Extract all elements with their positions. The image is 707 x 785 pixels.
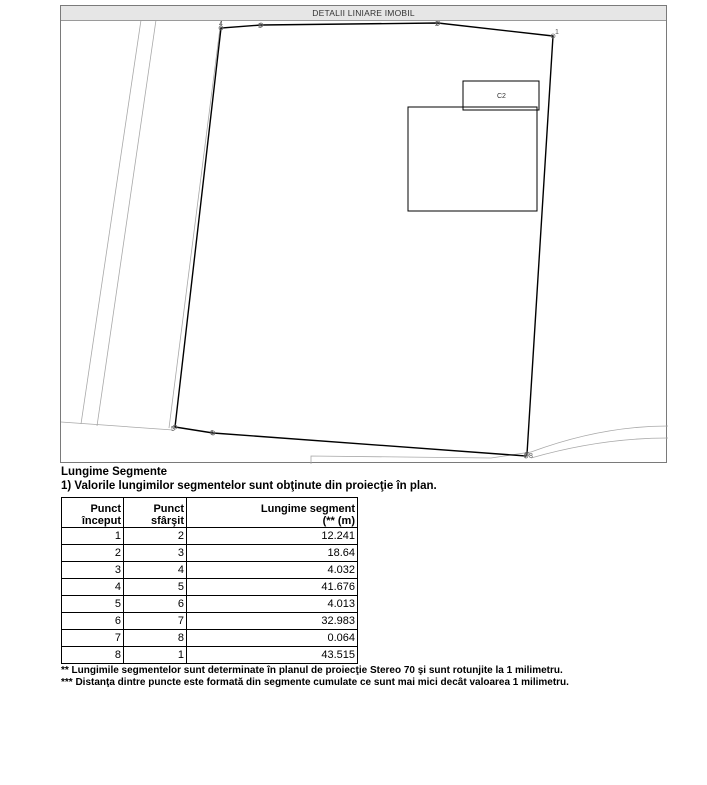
table-row	[62, 630, 358, 647]
footnote-2: *** Distanţa dintre puncte este formată din segmente cumulate ce sunt mai mici decât valoarea 1 milimetru.	[61, 677, 569, 688]
point-label-6: 6	[210, 430, 214, 437]
cell-start-point: 4	[62, 579, 124, 596]
header-start-point	[62, 498, 124, 528]
cell-start-point: 6	[62, 613, 124, 630]
plan-drawing	[60, 5, 667, 463]
cell-end-point: 8	[124, 630, 187, 647]
cell-start-point: 1	[62, 528, 124, 545]
header-start-line2: început	[81, 515, 121, 527]
point-label-1: 1	[555, 29, 559, 36]
vertex-markers	[173, 21, 555, 458]
header-length-line1: Lungime segment	[260, 503, 355, 515]
cell-end-point: 7	[124, 613, 187, 630]
cell-end-point: 3	[124, 545, 187, 562]
segments-title: Lungime Segmente	[61, 466, 168, 478]
cell-end-point: 4	[124, 562, 187, 579]
cell-end-point: 5	[124, 579, 187, 596]
point-label-5: 5	[171, 426, 175, 433]
table-header-row	[62, 498, 358, 528]
parcel-boundary	[175, 23, 553, 456]
table-row	[62, 613, 358, 630]
cadastral-plan	[61, 6, 668, 464]
plan-header: DETALII LINIARE IMOBIL	[61, 6, 666, 21]
segments-note: 1) Valorile lungimilor segmentelor sunt obţinute din proiecţie în plan.	[61, 480, 437, 492]
table-row	[62, 579, 358, 596]
cell-end-point: 6	[124, 596, 187, 613]
table-row	[62, 562, 358, 579]
cell-length: 43.515	[187, 647, 358, 664]
header-end-line2: sfârşit	[150, 515, 184, 527]
cell-start-point: 7	[62, 630, 124, 647]
cell-start-point: 3	[62, 562, 124, 579]
building-c2-label: C2	[497, 93, 506, 100]
table-row	[62, 545, 358, 562]
point-label-8: 8	[529, 453, 533, 460]
header-length-line2: (** (m)	[322, 515, 355, 527]
cell-length: 12.241	[187, 528, 358, 545]
cell-length: 0.064	[187, 630, 358, 647]
cell-end-point: 2	[124, 528, 187, 545]
header-start-line1: Punct	[90, 503, 121, 515]
cell-start-point: 5	[62, 596, 124, 613]
cell-end-point: 1	[124, 647, 187, 664]
table-row	[62, 647, 358, 664]
table-row	[62, 596, 358, 613]
point-label-4: 4	[219, 21, 223, 28]
point-label-3: 3	[258, 23, 262, 30]
cell-start-point: 2	[62, 545, 124, 562]
building-main	[408, 107, 537, 211]
cell-start-point: 8	[62, 647, 124, 664]
header-length	[187, 498, 358, 528]
cell-length: 4.013	[187, 596, 358, 613]
cell-length: 32.983	[187, 613, 358, 630]
header-end-line1: Punct	[153, 503, 184, 515]
road-context-lines	[61, 20, 668, 464]
footnote-1: ** Lungimile segmentelor sunt determinate în planul de proiecţie Stereo 70 şi sunt rotunjite la 1 milimetru.	[61, 665, 563, 676]
point-label-2: 2	[435, 21, 439, 28]
table-row	[62, 528, 358, 545]
cell-length: 41.676	[187, 579, 358, 596]
point-label-7: 7	[524, 453, 528, 460]
header-end-point	[124, 498, 187, 528]
cell-length: 4.032	[187, 562, 358, 579]
segments-table	[61, 497, 358, 664]
cell-length: 18.64	[187, 545, 358, 562]
